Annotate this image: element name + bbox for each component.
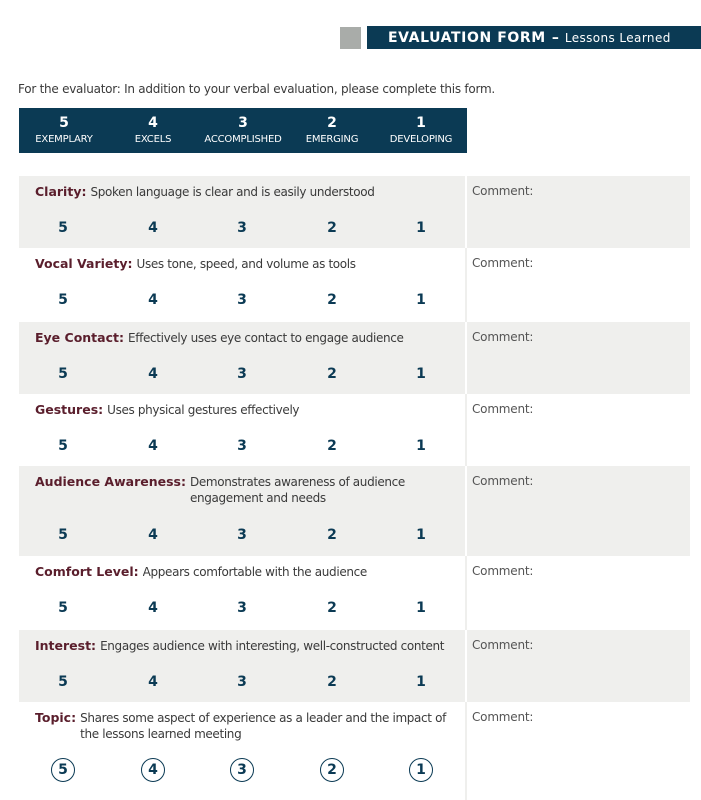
legend-score: 2 [327,115,337,131]
column-divider [465,702,467,800]
column-divider [465,556,467,630]
criterion-row-vocal-variety [19,248,690,322]
score-option-1[interactable]: 1 [416,527,426,543]
legend-exemplary [19,108,109,146]
criterion-text [35,710,460,742]
score-option-5[interactable]: 5 [58,600,68,616]
column-divider [465,176,467,248]
score-option-4[interactable]: 4 [148,600,158,616]
criterion-text [35,256,460,272]
score-option-4[interactable]: 4 [148,292,158,308]
score-option-4[interactable]: 4 [148,527,158,543]
legend-label: DEVELOPING [389,134,453,145]
score-option-5[interactable]: 5 [58,674,68,690]
score-option-3[interactable]: 3 [230,758,254,782]
criterion-text [35,474,460,506]
criterion-row-gestures [19,394,690,466]
score-option-5[interactable]: 5 [58,292,68,308]
criterion-name: Interest: [35,638,97,653]
criterion-description: Uses physical gestures effectively [107,403,300,417]
score-option-5[interactable]: 5 [58,366,68,382]
score-option-5[interactable]: 5 [58,438,68,454]
score-option-1[interactable]: 1 [416,220,426,236]
score-option-4[interactable]: 4 [141,758,165,782]
criterion-description: Appears comfortable with the audience [142,565,367,579]
score-option-3[interactable]: 3 [237,292,247,308]
form-title-separator: – [551,29,559,46]
score-option-3[interactable]: 3 [237,600,247,616]
comment-field[interactable]: Comment: [472,184,534,198]
legend-score: 3 [238,115,248,131]
score-option-2[interactable]: 2 [327,674,337,690]
score-option-3[interactable]: 3 [237,674,247,690]
comment-field[interactable]: Comment: [472,330,534,344]
criterion-description: Demonstrates awareness of audience engagement and needs [189,475,405,505]
score-option-2[interactable]: 2 [327,220,337,236]
banner-accent-square [340,27,361,49]
criterion-description: Effectively uses eye contact to engage audience [127,331,404,345]
score-option-5[interactable]: 5 [58,220,68,236]
criterion-row-comfort-level [19,556,690,630]
criterion-row-audience-awareness [19,466,690,556]
form-subtitle: Lessons Learned [564,30,671,45]
criterion-name: Comfort Level: [35,564,139,579]
score-option-1[interactable]: 1 [409,758,433,782]
legend-developing [376,108,466,146]
legend-label: EXCELS [134,134,172,145]
legend-score: 1 [416,115,426,131]
score-option-4[interactable]: 4 [148,366,158,382]
column-divider [465,394,467,466]
evaluator-instructions: For the evaluator: In addition to your verbal evaluation, please complete this form. [18,82,495,96]
criterion-text [35,564,460,580]
score-option-4[interactable]: 4 [148,674,158,690]
score-option-5[interactable]: 5 [58,527,68,543]
legend-score: 4 [148,115,158,131]
criterion-text [35,402,460,418]
criterion-name: Vocal Variety: [35,256,133,271]
comment-field[interactable]: Comment: [472,256,534,270]
column-divider [465,248,467,322]
criterion-description: Spoken language is clear and is easily understood [90,185,375,199]
criterion-text [35,330,460,346]
score-option-1[interactable]: 1 [416,674,426,690]
form-title: EVALUATION FORM [388,29,546,46]
legend-score: 5 [59,115,69,131]
score-option-1[interactable]: 1 [416,600,426,616]
score-option-1[interactable]: 1 [416,366,426,382]
criterion-text [35,638,460,654]
legend-accomplished [198,108,288,146]
legend-emerging [287,108,377,146]
score-option-2[interactable]: 2 [327,600,337,616]
criterion-name: Gestures: [35,402,104,417]
score-option-1[interactable]: 1 [416,438,426,454]
rating-scale-legend [19,108,467,153]
legend-excels [108,108,198,146]
score-option-3[interactable]: 3 [237,220,247,236]
score-option-2[interactable]: 2 [327,527,337,543]
score-option-5[interactable]: 5 [51,758,75,782]
criterion-row-interest [19,630,690,702]
criterion-description: Uses tone, speed, and volume as tools [136,257,356,271]
comment-field[interactable]: Comment: [472,638,534,652]
criterion-row-clarity [19,176,690,248]
legend-label: ACCOMPLISHED [204,134,282,145]
legend-label: EMERGING [305,134,359,145]
comment-field[interactable]: Comment: [472,564,534,578]
score-option-2[interactable]: 2 [327,366,337,382]
criterion-name: Clarity: [35,184,87,199]
column-divider [465,630,467,702]
criterion-name: Audience Awareness: [35,474,186,489]
score-option-2[interactable]: 2 [327,292,337,308]
score-option-1[interactable]: 1 [416,292,426,308]
score-option-2[interactable]: 2 [320,758,344,782]
criterion-text [35,184,460,200]
comment-field[interactable]: Comment: [472,474,534,488]
column-divider [465,322,467,394]
comment-field[interactable]: Comment: [472,402,534,416]
score-option-4[interactable]: 4 [148,220,158,236]
score-option-3[interactable]: 3 [237,438,247,454]
criterion-row-eye-contact [19,322,690,394]
criterion-name: Eye Contact: [35,330,124,345]
score-option-3[interactable]: 3 [237,527,247,543]
criterion-row-topic [19,702,690,800]
comment-field[interactable]: Comment: [472,710,534,724]
score-option-2[interactable]: 2 [327,438,337,454]
criterion-name: Topic: [35,710,77,725]
form-title-banner [367,26,701,49]
legend-label: EXEMPLARY [35,134,93,145]
score-option-4[interactable]: 4 [148,438,158,454]
column-divider [465,466,467,556]
score-option-3[interactable]: 3 [237,366,247,382]
criterion-description: Engages audience with interesting, well-constructed content [100,639,445,653]
criterion-description: Shares some aspect of experience as a leader and the impact of the lessons learned meeting [80,711,446,741]
